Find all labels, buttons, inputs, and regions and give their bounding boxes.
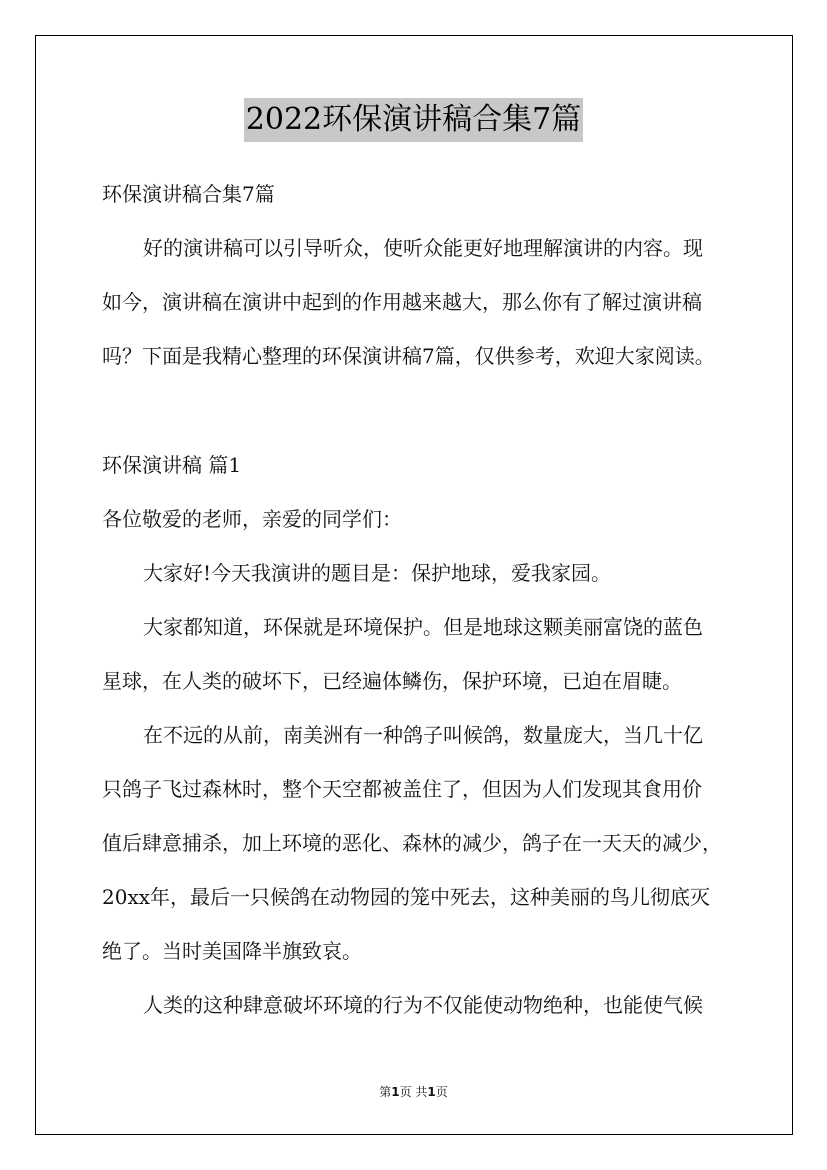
body-line-7: 值后肆意捕杀，加上环境的恶化、森林的减少，鸽子在一天天的减少， xyxy=(102,831,722,855)
footer-label-post: 页 xyxy=(435,1085,448,1099)
intro-line-3: 吗？下面是我精心整理的环保演讲稿7篇，仅供参考，欢迎大家阅读。 xyxy=(102,344,715,368)
intro-line-1: 好的演讲稿可以引导听众，使听众能更好地理解演讲的内容。现 xyxy=(143,236,703,260)
document-subtitle: 环保演讲稿合集7篇 xyxy=(102,182,275,206)
body-line-5: 在不远的从前，南美洲有一种鸽子叫候鸽，数量庞大，当几十亿 xyxy=(143,723,703,747)
body-line-4: 星球，在人类的破坏下，已经遍体鳞伤，保护环境，已迫在眉睫。 xyxy=(102,669,682,693)
body-line-3: 大家都知道，环保就是环境保护。但是地球这颗美丽富饶的蓝色 xyxy=(143,615,703,639)
body-line-2: 大家好!今天我演讲的题目是：保护地球，爱我家园。 xyxy=(143,561,612,585)
intro-line-2: 如今，演讲稿在演讲中起到的作用越来越大，那么你有了解过演讲稿 xyxy=(102,290,702,314)
body-line-9: 绝了。当时美国降半旗致哀。 xyxy=(102,939,362,963)
footer-page-current: 1 xyxy=(391,1085,400,1099)
body-line-6: 只鸽子飞过森林时，整个天空都被盖住了，但因为人们发现其食用价 xyxy=(102,777,702,801)
footer-page-total: 1 xyxy=(427,1085,436,1099)
footer-label-mid: 页 共 xyxy=(399,1085,428,1099)
document-title: 2022环保演讲稿合集7篇 xyxy=(244,98,583,142)
section-heading: 环保演讲稿 篇1 xyxy=(102,453,242,477)
page-footer xyxy=(0,1083,827,1100)
footer-label-pre: 第 xyxy=(379,1085,392,1099)
title-wrapper xyxy=(0,98,827,142)
body-line-10: 人类的这种肆意破坏环境的行为不仅能使动物绝种，也能使气候 xyxy=(143,993,703,1017)
body-line-1: 各位敬爱的老师，亲爱的同学们： xyxy=(102,507,402,531)
body-line-8: 20xx年，最后一只候鸽在动物园的笼中死去，这种美丽的鸟儿彻底灭 xyxy=(102,885,711,909)
